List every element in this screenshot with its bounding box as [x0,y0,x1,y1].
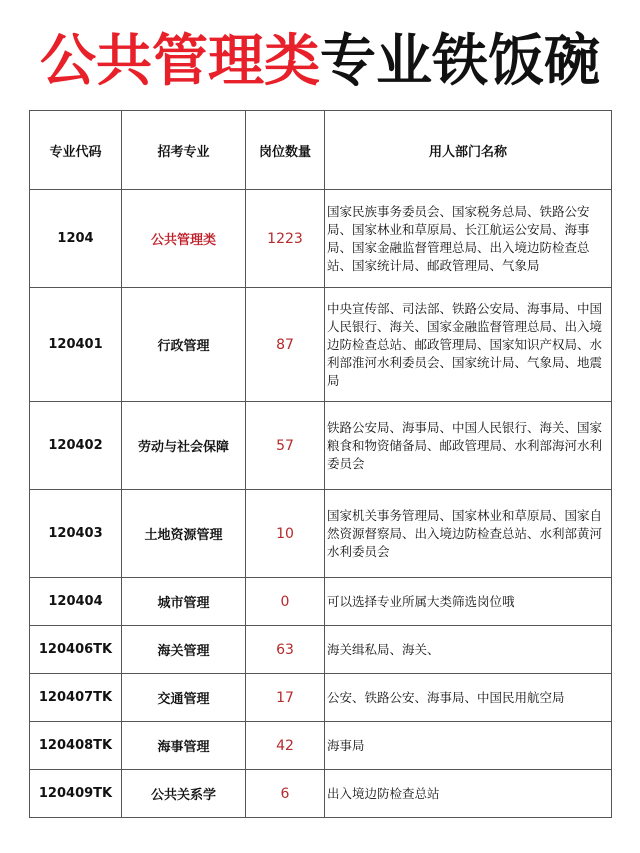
cell-code: 120402 [30,402,122,490]
cell-code: 120408TK [30,722,122,770]
cell-dept: 中央宣传部、司法部、铁路公安局、海事局、中国人民银行、海关、国家金融监督管理总局、出入境边防检查总站、邮政管理局、国家知识产权局、水利部淮河水利委员会、国家统计局、气象局、地震局 [325,288,612,402]
cell-dept: 海关缉私局、海关、 [325,626,612,674]
cell-count: 10 [246,490,325,578]
table-row [30,722,612,770]
cell-code: 120409TK [30,770,122,818]
cell-dept: 海事局 [325,722,612,770]
header-dept: 用人部门名称 [325,111,612,190]
cell-code: 1204 [30,190,122,288]
cell-dept: 可以选择专业所属大类筛选岗位哦 [325,578,612,626]
table-header-row [30,111,612,190]
table-row [30,626,612,674]
cell-major: 城市管理 [122,578,246,626]
positions-table [29,110,612,818]
cell-code: 120404 [30,578,122,626]
cell-major: 海关管理 [122,626,246,674]
cell-code: 120401 [30,288,122,402]
cell-major: 行政管理 [122,288,246,402]
cell-count: 87 [246,288,325,402]
table-row [30,402,612,490]
cell-count: 42 [246,722,325,770]
cell-count: 1223 [246,190,325,288]
table-row [30,190,612,288]
table-row [30,674,612,722]
cell-major: 土地资源管理 [122,490,246,578]
cell-count: 0 [246,578,325,626]
table-row [30,490,612,578]
cell-count: 17 [246,674,325,722]
cell-count: 57 [246,402,325,490]
cell-major: 海事管理 [122,722,246,770]
table-row [30,578,612,626]
cell-dept: 国家民族事务委员会、国家税务总局、铁路公安局、国家林业和草原局、长江航运公安局、海事局、国家金融监督管理总局、出入境边防检查总站、国家统计局、邮政管理局、气象局 [325,190,612,288]
title-black-part: 专业铁饭碗 [320,29,600,94]
page-title [0,20,640,104]
cell-code: 120403 [30,490,122,578]
cell-major: 交通管理 [122,674,246,722]
header-count: 岗位数量 [246,111,325,190]
cell-dept: 铁路公安局、海事局、中国人民银行、海关、国家粮食和物资储备局、邮政管理局、水利部海河水利委员会 [325,402,612,490]
cell-major: 公共关系学 [122,770,246,818]
cell-major: 公共管理类 [122,190,246,288]
header-major: 招考专业 [122,111,246,190]
cell-count: 63 [246,626,325,674]
cell-code: 120406TK [30,626,122,674]
header-code: 专业代码 [30,111,122,190]
cell-major: 劳动与社会保障 [122,402,246,490]
cell-count: 6 [246,770,325,818]
cell-dept: 国家机关事务管理局、国家林业和草原局、国家自然资源督察局、出入境边防检查总站、水利部黄河水利委员会 [325,490,612,578]
title-red-part: 公共管理类 [40,29,320,94]
cell-dept: 公安、铁路公安、海事局、中国民用航空局 [325,674,612,722]
table-row [30,288,612,402]
cell-dept: 出入境边防检查总站 [325,770,612,818]
table-row [30,770,612,818]
cell-code: 120407TK [30,674,122,722]
